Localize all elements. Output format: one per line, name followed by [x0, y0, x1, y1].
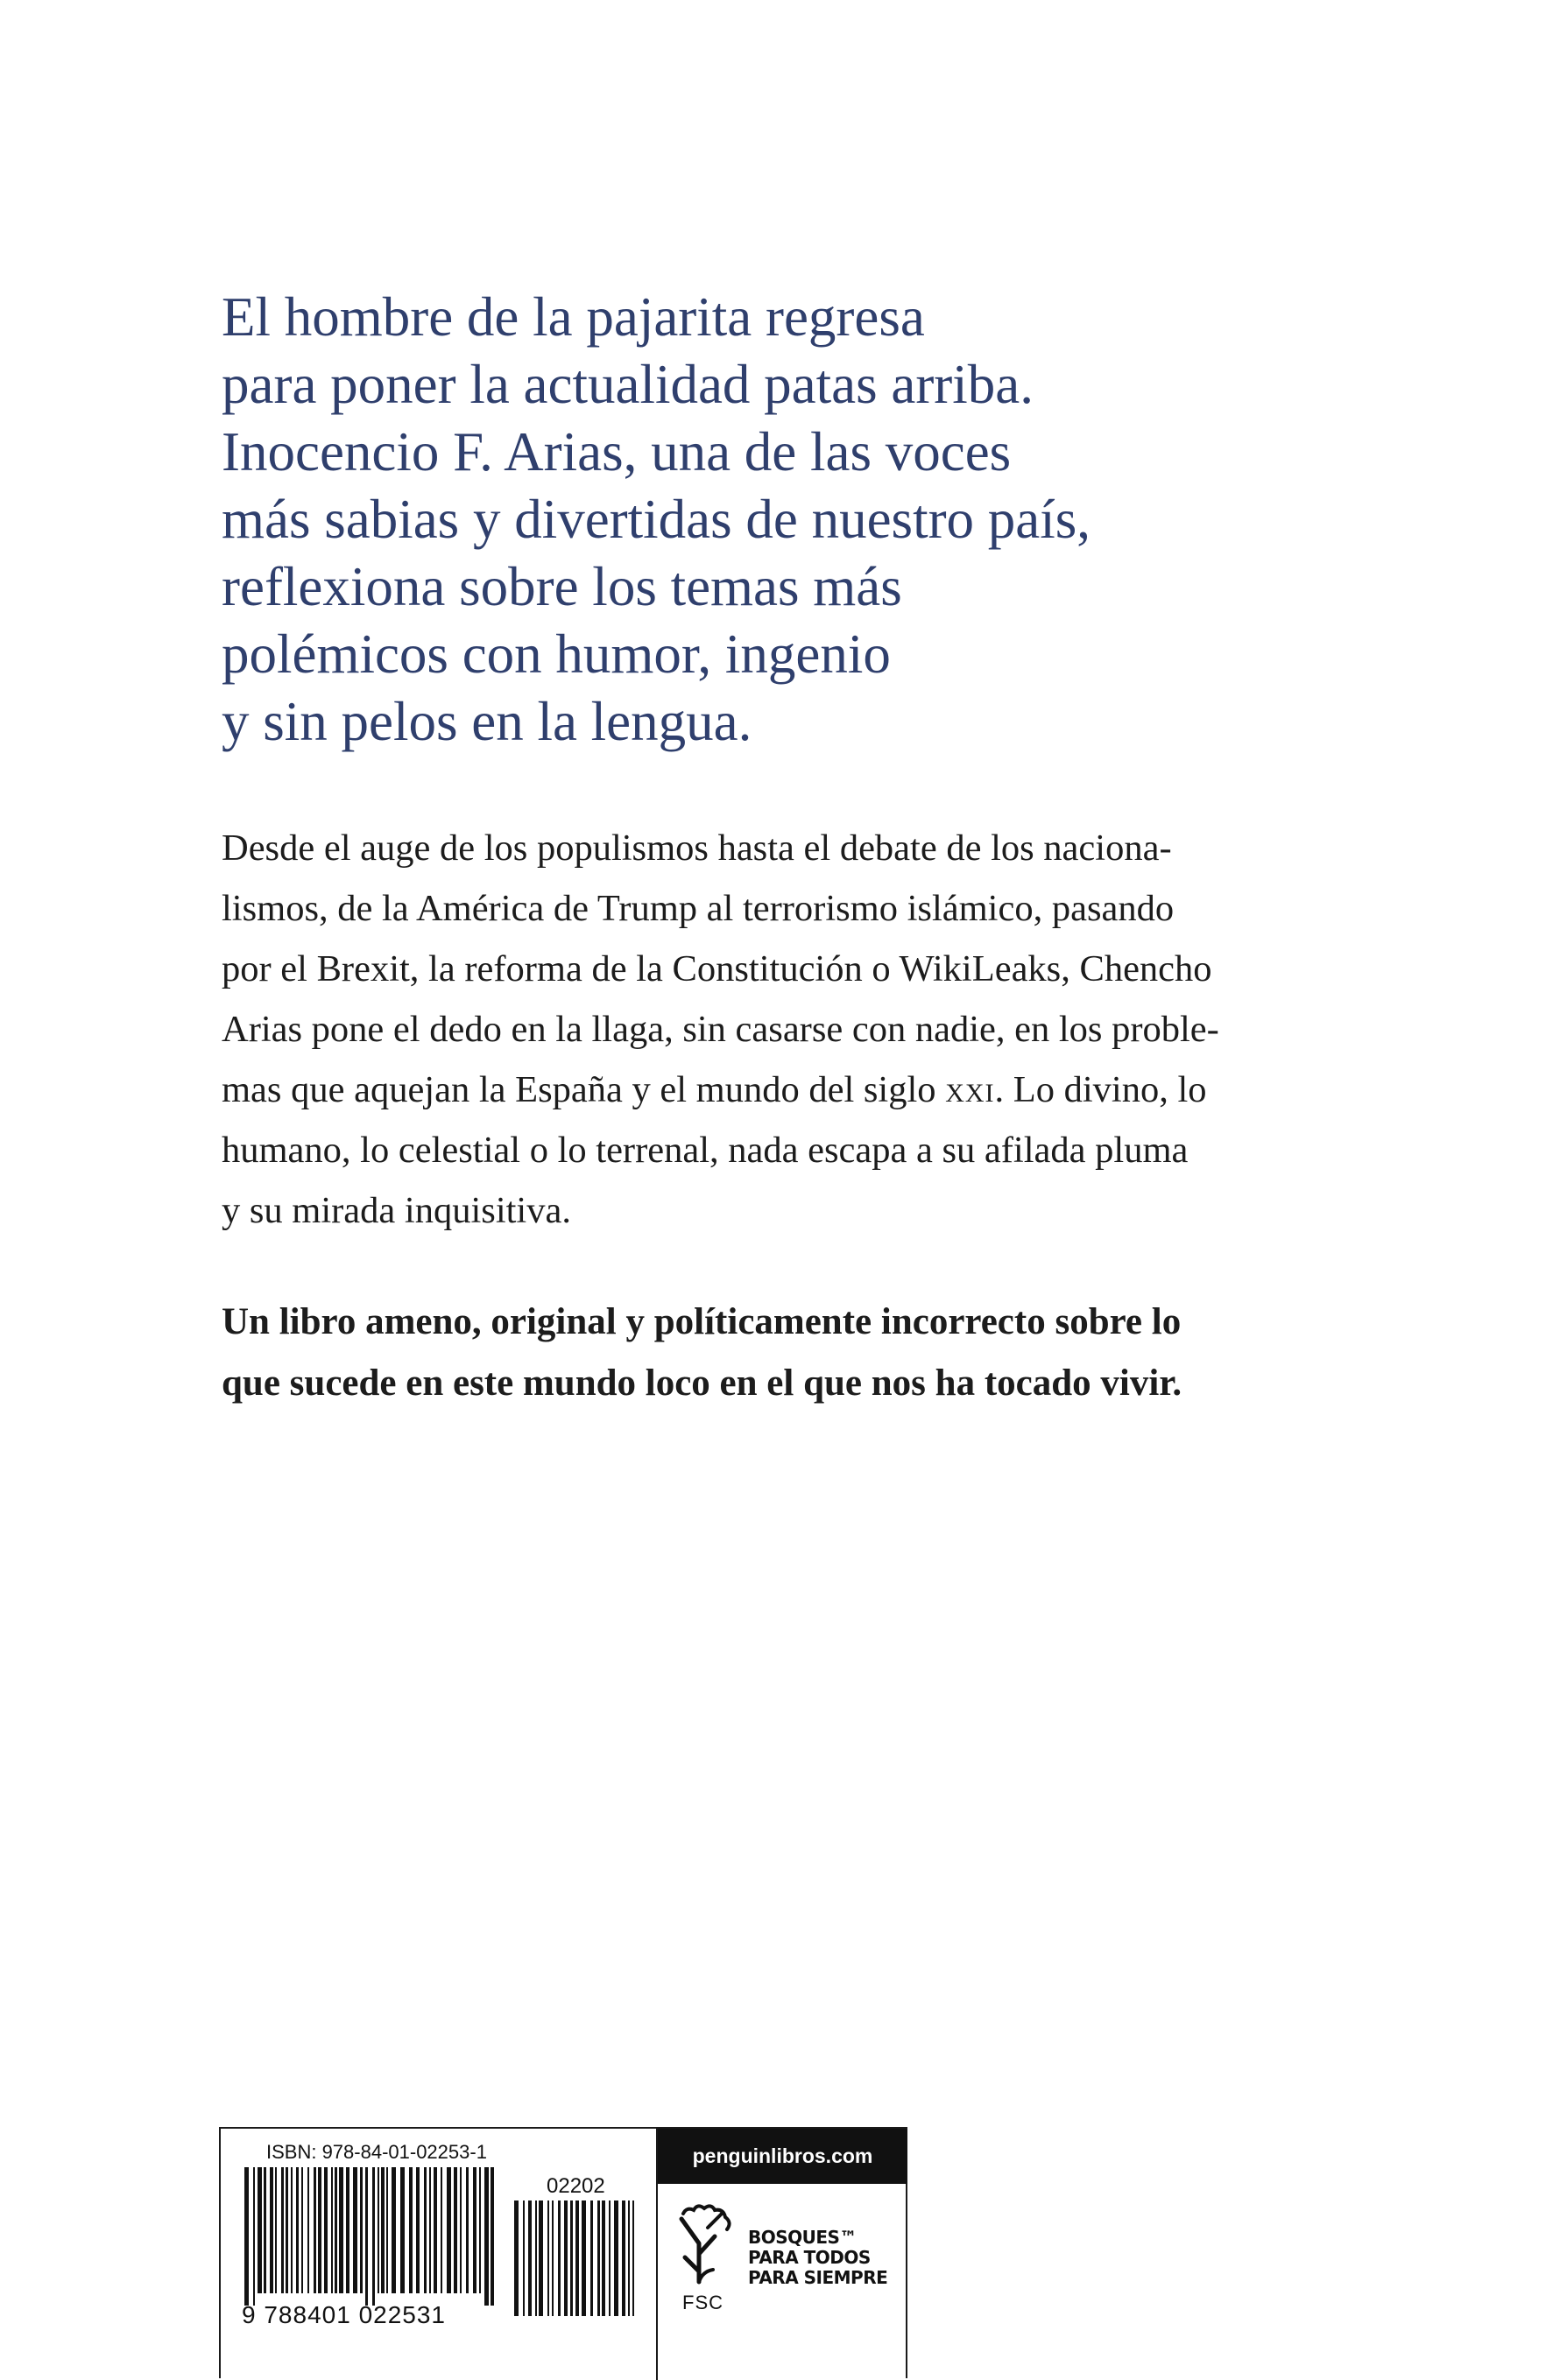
- barcode-bar: [392, 2167, 396, 2293]
- barcode-bar: [460, 2167, 462, 2293]
- blurb-line: más sabias y divertidas de nuestro país,: [222, 489, 1091, 550]
- barcode-bar: [564, 2200, 568, 2316]
- barcode-bar: [479, 2167, 481, 2293]
- blurb-quote: [222, 284, 1360, 756]
- website-label: penguinlibros.com: [658, 2129, 907, 2184]
- barcode-bar: [365, 2167, 368, 2306]
- body-line: Arias pone el dedo en la llaga, sin casarse con nadie, en los proble-: [222, 1009, 1219, 1050]
- blurb-line: El hombre de la pajarita regresa: [222, 286, 925, 348]
- barcode-bar: [353, 2167, 357, 2293]
- barcode-bar: [346, 2167, 349, 2293]
- barcode-bar: [539, 2200, 543, 2316]
- barcode-bar: [528, 2200, 532, 2316]
- barcode-bar: [378, 2167, 379, 2293]
- body-line: [222, 1060, 1369, 1120]
- barcode-bar: [558, 2200, 561, 2316]
- barcode-bar: [416, 2167, 420, 2293]
- barcode-bar: [570, 2200, 573, 2316]
- fsc-tagline-line: BOSQUES™: [748, 2227, 857, 2248]
- barcode-bar: [270, 2167, 273, 2293]
- barcode-bar: [318, 2167, 321, 2293]
- addon-number: 02202: [547, 2174, 605, 2198]
- barcode-bar: [409, 2167, 413, 2293]
- blurb-line: Inocencio F. Arias, una de las voces: [222, 421, 1012, 482]
- isbn-label: ISBN: 978-84-01-02253-1: [266, 2141, 487, 2163]
- barcode-bar: [523, 2200, 525, 2316]
- barcode-bar: [441, 2167, 442, 2293]
- barcode-bar: [301, 2167, 303, 2293]
- barcode-bar: [552, 2200, 554, 2316]
- barcode-bar: [331, 2167, 333, 2293]
- fsc-tagline: [748, 2228, 887, 2288]
- barcode-bar: [281, 2167, 284, 2293]
- barcode-bar: [386, 2167, 388, 2293]
- barcode-bar: [491, 2167, 494, 2306]
- fsc-tree-icon: [676, 2201, 734, 2289]
- body-line: Desde el auge de los populismos hasta el debate de los naciona-: [222, 827, 1172, 869]
- barcode-bar: [400, 2167, 405, 2293]
- barcode-bar: [429, 2167, 431, 2293]
- body-line-part: . Lo divino, lo: [994, 1069, 1207, 1110]
- barcode-bar: [628, 2200, 630, 2316]
- barcode-bar: [275, 2167, 277, 2293]
- barcode-bar: [372, 2167, 375, 2306]
- barcode-bar: [602, 2200, 605, 2316]
- barcode-bar: [324, 2167, 328, 2293]
- barcode-bar: [447, 2167, 451, 2293]
- barcode-bar: [381, 2167, 385, 2293]
- barcode-bar: [424, 2167, 427, 2293]
- barcode-bar: [335, 2167, 337, 2293]
- blurb-line: reflexiona sobre los temas más: [222, 556, 902, 617]
- blurb-line: para poner la actualidad patas arriba.: [222, 354, 1034, 415]
- body-line: por el Brexit, la reforma de la Constitución o WikiLeaks, Chencho: [222, 948, 1212, 989]
- barcode-bar: [514, 2200, 519, 2316]
- closing-line: que sucede en este mundo loco en el que nos ha tocado vivir.: [222, 1363, 1182, 1404]
- barcode-bar: [339, 2167, 343, 2293]
- barcode-bar: [466, 2167, 469, 2293]
- description-paragraph: [222, 818, 1369, 1241]
- body-line: lismos, de la América de Trump al terrorismo islámico, pasando: [222, 888, 1175, 929]
- barcode-bar: [582, 2200, 586, 2316]
- ean-barcode: [244, 2167, 494, 2307]
- barcode-bar: [547, 2200, 549, 2316]
- fsc-label: FSC: [682, 2292, 724, 2313]
- addon-barcode: [514, 2200, 637, 2330]
- blurb-line: polémicos con humor, ingenio: [222, 623, 891, 685]
- ean-digits: 9 788401 022531: [242, 2301, 446, 2328]
- fsc-tagline-line: PARA SIEMPRE: [748, 2267, 888, 2288]
- barcode-bar: [253, 2167, 255, 2306]
- barcode-bar: [434, 2167, 437, 2293]
- closing-statement: [222, 1292, 1369, 1414]
- barcode-bar: [575, 2200, 579, 2316]
- blurb-line: y sin pelos en la lengua.: [222, 691, 752, 752]
- barcode-bar: [454, 2167, 457, 2293]
- barcode-bar: [307, 2167, 309, 2293]
- barcode-bar: [314, 2167, 316, 2293]
- body-line-part: mas que aquejan la España y el mundo del siglo: [222, 1069, 946, 1110]
- century-numeral: xxi: [945, 1069, 995, 1110]
- barcode-bar: [258, 2167, 262, 2293]
- barcode-bar: [286, 2167, 288, 2293]
- barcode-bar: [360, 2167, 363, 2293]
- barcode-bar: [614, 2200, 618, 2316]
- barcode-bar: [484, 2167, 489, 2306]
- barcode-bar: [264, 2167, 266, 2293]
- barcode-box: [219, 2127, 907, 2378]
- fsc-tagline-line: PARA TODOS: [748, 2247, 871, 2268]
- barcode-bar: [622, 2200, 625, 2316]
- barcode-bar: [296, 2167, 299, 2293]
- barcode-bar: [632, 2200, 634, 2316]
- barcode-bar: [597, 2200, 600, 2316]
- barcode-bar: [244, 2167, 249, 2306]
- body-line: humano, lo celestial o lo terrenal, nada escapa a su afilada pluma: [222, 1130, 1189, 1171]
- closing-line: Un libro ameno, original y políticamente incorrecto sobre lo: [222, 1301, 1182, 1342]
- barcode-bar: [291, 2167, 293, 2293]
- barcode-bar: [609, 2200, 611, 2316]
- barcode-bar: [590, 2200, 593, 2316]
- barcode-bar: [473, 2167, 476, 2293]
- body-line: y su mirada inquisitiva.: [222, 1190, 571, 1231]
- barcode-bar: [535, 2200, 537, 2316]
